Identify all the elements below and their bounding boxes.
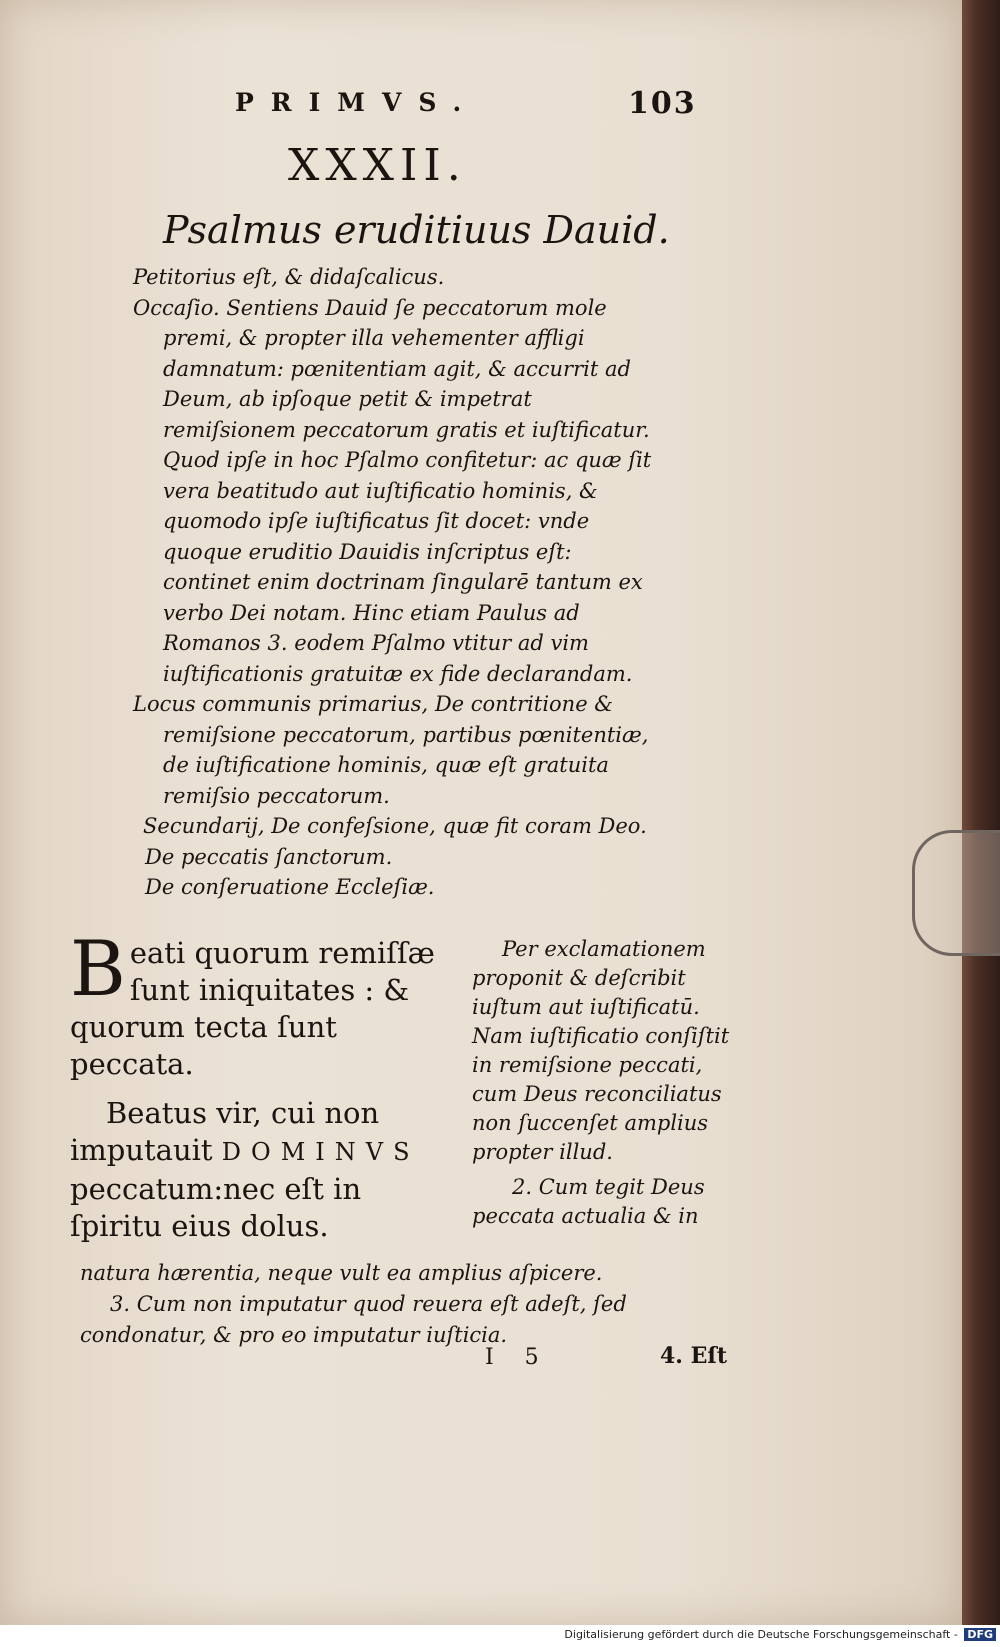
signature-mark: I 5	[485, 1345, 551, 1370]
intro-block	[133, 262, 653, 903]
page-number: 103	[628, 86, 697, 121]
drop-cap: B	[70, 924, 126, 1013]
page-clip	[912, 830, 1000, 956]
continued-notes	[80, 1258, 740, 1351]
locus-paragraph: Locus communis primarius, De contritione & remiſsione peccatorum, partibus pœnitentiæ, de iuſtificatione hominis, quæ eſt gratuita remiſsio peccatorum.	[133, 692, 649, 808]
book-edge	[962, 0, 1000, 1625]
dfg-logo: DFG	[964, 1628, 996, 1641]
occasio-paragraph: Occaſio. Sentiens Dauid ſe peccatorum mole premi, & propter illa vehementer affligi damnatum: pœnitentiam agit, & accurrit ad Deum, ab ipſoque petit & impetrat remiſsionem peccatorum gratis et iuſtificatur. Quod ipſe in hoc Pſalmo confitetur: ac quæ ſit vera beatitudo aut iuſtificatio hominis, & quomodo ipſe iuſtificatus ſit docet: vnde quoque eruditio Dauidis inſcriptus eſt: continet enim doctrinam ſingularē tantum ex verbo Dei notam. Hinc etiam Paulus ad Romanos 3. eodem Pſalmo vtitur ad vim iuſtificationis gratuitæ ex fide declarandam.	[133, 295, 652, 686]
verse-1	[70, 924, 450, 1083]
verse-2-end: peccatum:nec eſt in ſpiritu eius dolus.	[70, 1172, 362, 1243]
verse-2	[70, 1095, 450, 1245]
running-head: PRIMVS.	[235, 88, 479, 117]
psalm-number: XXXII.	[288, 140, 467, 191]
secundarii-line: Secundarij, De confeſsione, quæ fit coram Deo.	[143, 814, 647, 838]
note-line-1: natura hærentia, neque vult ea amplius aſpicere.	[80, 1261, 603, 1285]
genre-line: Petitorius eſt, & didaſcalicus.	[133, 265, 445, 289]
secundarii-line-3: De conſeruatione Eccleſiæ.	[145, 875, 435, 899]
verse-2-start: Beatus vir, cui non imputauit	[70, 1096, 380, 1167]
verse-1-text: eati quorum remiſſæ ſunt iniquitates : & quorum tecta ſunt peccata.	[70, 936, 435, 1081]
verse-2-dominus: DOMINVS	[221, 1138, 420, 1166]
gloss-paragraph-1: Per exclamationem proponit & deſcribit iuſtum aut iuſtificatū. Nam iuſtificatio conſiſtit in remiſsione peccati, cum Deus reconciliatus non ſuccenſet amplius propter illud.	[472, 937, 730, 1164]
note-line-2: 3. Cum non imputatur quod reuera eſt adeſt, ſed condonatur, & pro eo imputatur iuſticia.	[80, 1292, 627, 1347]
secundarii-line-2: De peccatis ſanctorum.	[145, 844, 393, 869]
attribution-text: Digitalisierung gefördert durch die Deutsche Forschungsgemeinschaft -	[564, 1628, 958, 1641]
attribution	[564, 1628, 996, 1641]
gloss-paragraph-2: 2. Cum tegit Deus peccata actualia & in	[472, 1175, 705, 1228]
psalm-verses	[70, 924, 450, 1245]
psalm-title: Psalmus eruditiuus Dauid.	[163, 208, 670, 252]
catchword: 4. Eſt	[660, 1343, 728, 1369]
marginal-gloss	[472, 935, 732, 1231]
